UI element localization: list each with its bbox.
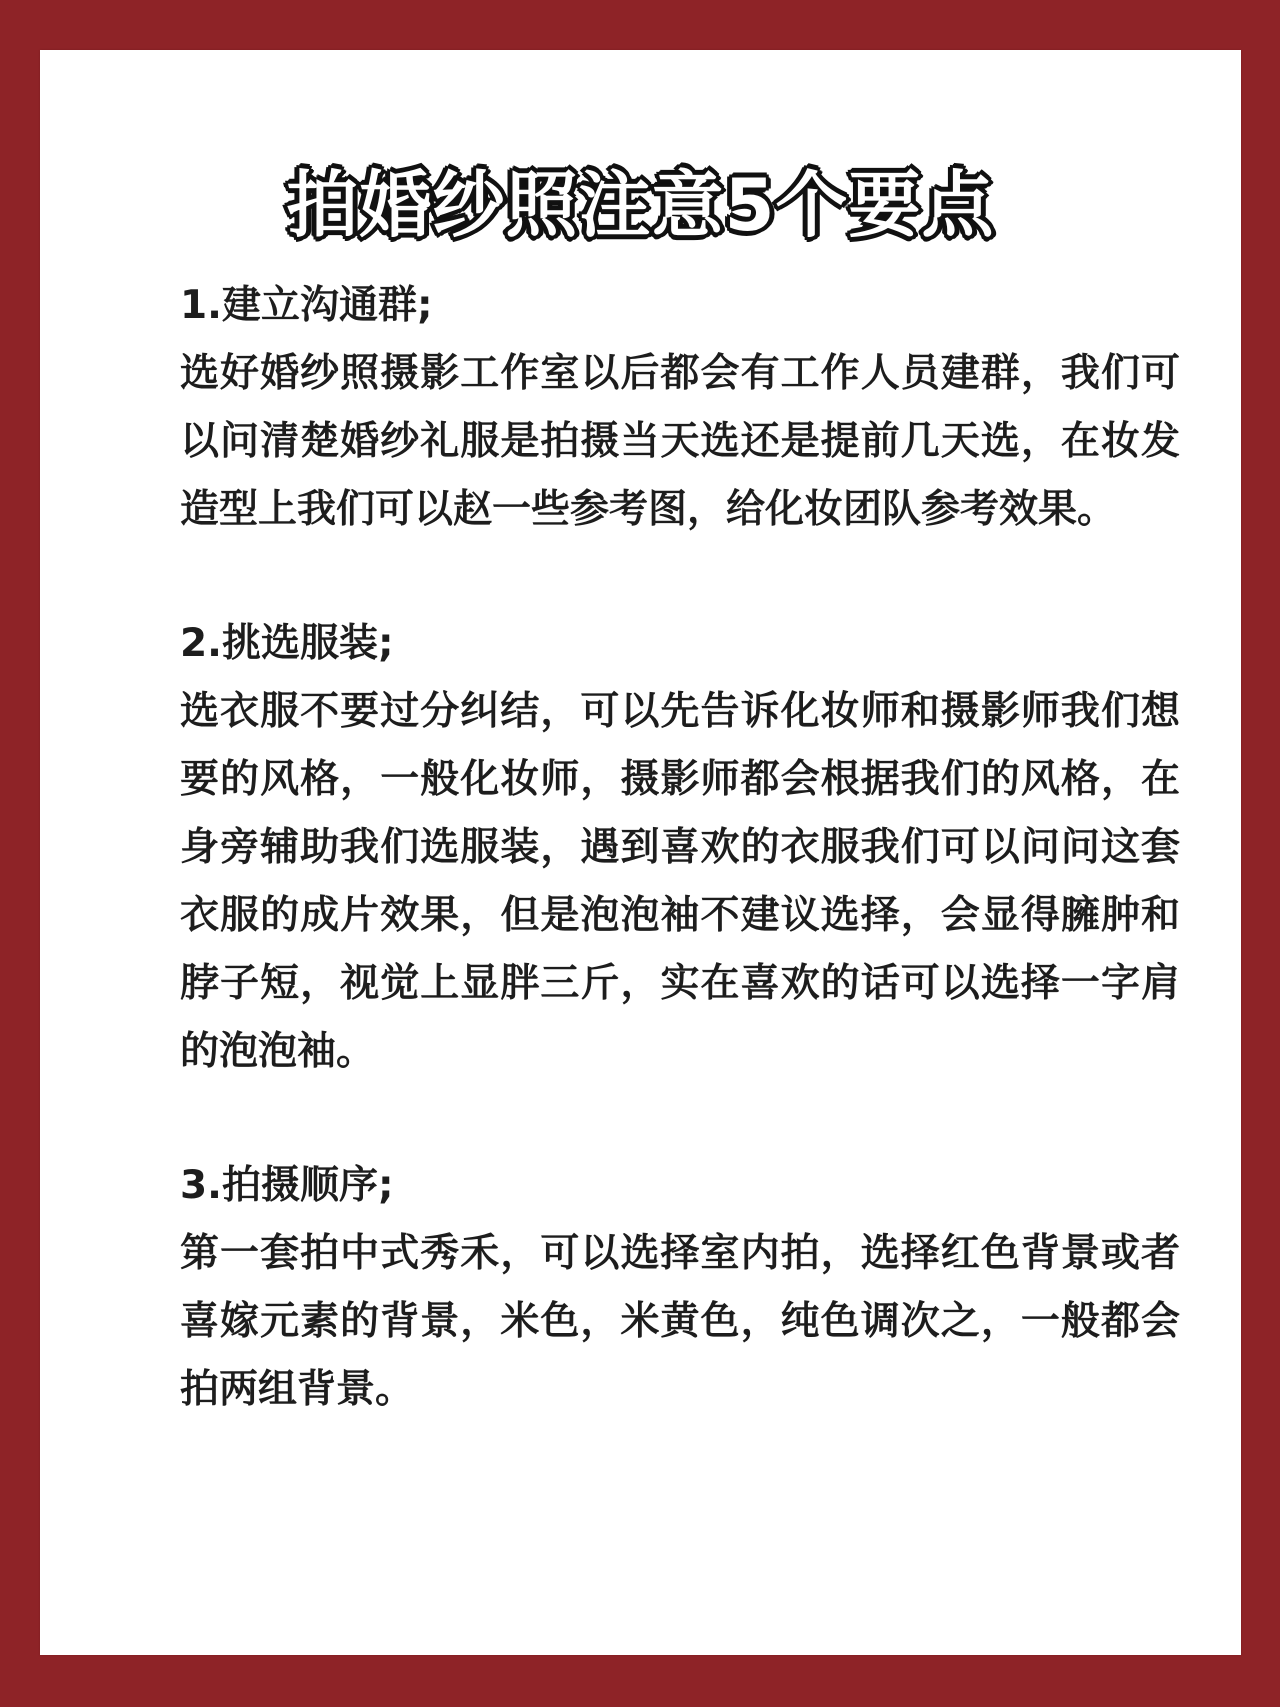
note-card (40, 50, 1241, 1655)
section-3 (180, 1152, 1180, 1424)
section-1 (180, 272, 1180, 544)
content (180, 272, 1180, 1490)
section-2 (180, 610, 1180, 1086)
section-heading: 3.拍摄顺序; (180, 1163, 394, 1208)
section-body: 第一套拍中式秀禾，可以选择室内拍，选择红色背景或者喜嫁元素的背景，米色，米黄色，纯色调次之，一般都会拍两组背景。 (180, 1231, 1180, 1412)
section-body: 选好婚纱照摄影工作室以后都会有工作人员建群，我们可以问清楚婚纱礼服是拍摄当天选还是提前几天选，在妆发造型上我们可以赵一些参考图，给化妆团队参考效果。 (180, 351, 1180, 532)
section-heading: 1.建立沟通群; (180, 283, 433, 328)
page-title: 拍婚纱照注意5个要点 (286, 163, 995, 247)
section-body: 选衣服不要过分纠结，可以先告诉化妆师和摄影师我们想要的风格，一般化妆师，摄影师都会根据我们的风格，在身旁辅助我们选服装，遇到喜欢的衣服我们可以问问这套衣服的成片效果，但是泡泡袖不建议选择，会显得臃肿和脖子短，视觉上显胖三斤，实在喜欢的话可以选择一字肩的泡泡袖。 (180, 689, 1180, 1074)
section-heading: 2.挑选服装; (180, 621, 394, 666)
